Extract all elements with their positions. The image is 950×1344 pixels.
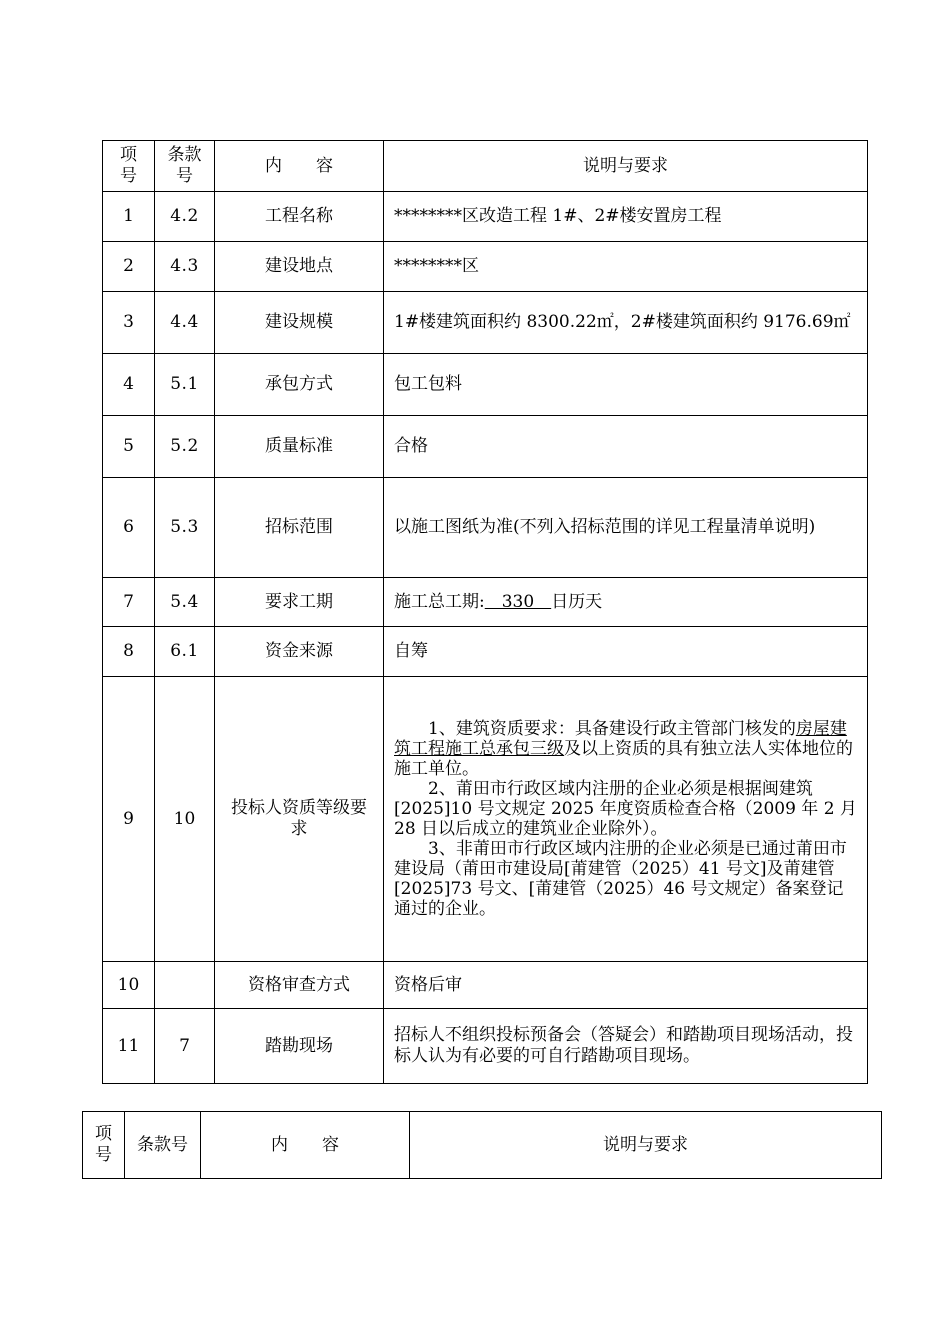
item-no: 9 xyxy=(103,677,155,962)
qualification-paragraph-1 xyxy=(394,719,859,779)
qualification-p1-tail: 及以上资质的具有独立法人实体地位的施工单位。 xyxy=(394,739,853,779)
qualification-paragraph-2: 2、莆田市行政区域内注册的企业必须是根据闽建筑[2025]10 号文规定 2025 年度资质检查合格（2009 年 2 月 28 日以后成立的建筑业企业除外）。 xyxy=(394,779,857,839)
item-description: ********区 xyxy=(384,242,868,292)
item-no: 2 xyxy=(103,242,155,292)
item-description: 1#楼建筑面积约 8300.22㎡，2#楼建筑面积约 9176.69㎡ xyxy=(384,292,868,354)
clause-no: 4.4 xyxy=(155,292,215,354)
qualification-p1-text: 1、建筑资质要求：具备建设行政主管部门核发的 xyxy=(428,719,796,739)
item-content: 资金来源 xyxy=(215,627,384,677)
qualification-p1-underlined: 房屋建筑工程施工总承包三级 xyxy=(394,719,847,759)
clause-no: 4.2 xyxy=(155,192,215,242)
item-description: ********区改造工程 1#、2#楼安置房工程 xyxy=(384,192,868,242)
table-row xyxy=(103,242,868,292)
item-content: 招标范围 xyxy=(215,478,384,578)
item-no: 1 xyxy=(103,192,155,242)
header-content: 内 容 xyxy=(201,1112,410,1179)
table-row xyxy=(103,962,868,1009)
item-content: 踏勘现场 xyxy=(215,1009,384,1084)
clause-no: 5.2 xyxy=(155,416,215,478)
clause-no: 5.3 xyxy=(155,478,215,578)
item-no: 8 xyxy=(103,627,155,677)
item-content: 质量标准 xyxy=(215,416,384,478)
item-content: 资格审查方式 xyxy=(215,962,384,1009)
header-item-no: 项 号 xyxy=(83,1112,125,1179)
duration-suffix: 日历天 xyxy=(551,591,603,612)
item-no: 3 xyxy=(103,292,155,354)
item-content: 要求工期 xyxy=(215,578,384,627)
clause-no xyxy=(155,962,215,1009)
clause-no: 6.1 xyxy=(155,627,215,677)
bid-data-table xyxy=(102,140,868,1084)
header-content: 内 容 xyxy=(215,141,384,192)
table-row xyxy=(103,1009,868,1084)
item-no: 4 xyxy=(103,354,155,416)
table-row xyxy=(103,292,868,354)
item-content: 投标人资质等级要求 xyxy=(215,677,384,962)
item-description: 包工包料 xyxy=(384,354,868,416)
header-description: 说明与要求 xyxy=(384,141,868,192)
header-clause-no: 条款 号 xyxy=(155,141,215,192)
item-no: 10 xyxy=(103,962,155,1009)
item-content: 工程名称 xyxy=(215,192,384,242)
table-row xyxy=(103,354,868,416)
item-description: 自筹 xyxy=(384,627,868,677)
table-row xyxy=(103,192,868,242)
item-description: 资格后审 xyxy=(384,962,868,1009)
table-row xyxy=(103,627,868,677)
duration-prefix: 施工总工期: xyxy=(394,591,485,612)
clause-no: 7 xyxy=(155,1009,215,1084)
item-no: 11 xyxy=(103,1009,155,1084)
table-row xyxy=(103,578,868,627)
clause-no: 5.4 xyxy=(155,578,215,627)
table-header-row xyxy=(103,141,868,192)
item-content: 承包方式 xyxy=(215,354,384,416)
item-no: 6 xyxy=(103,478,155,578)
bid-data-table-continued xyxy=(82,1111,882,1179)
item-description: 以施工图纸为准(不列入招标范围的详见工程量清单说明) xyxy=(384,478,868,578)
item-content: 建设规模 xyxy=(215,292,384,354)
item-description: 招标人不组织投标预备会（答疑会）和踏勘项目现场活动，投标人认为有必要的可自行踏勘项目现场。 xyxy=(384,1009,868,1084)
header-description: 说明与要求 xyxy=(410,1112,882,1179)
item-description: 合格 xyxy=(384,416,868,478)
header-item-no: 项 号 xyxy=(103,141,155,192)
item-description xyxy=(384,578,868,627)
item-content: 建设地点 xyxy=(215,242,384,292)
table-row xyxy=(103,677,868,962)
table-row xyxy=(103,478,868,578)
duration-value: 330 xyxy=(484,591,552,612)
item-no: 7 xyxy=(103,578,155,627)
clause-no: 10 xyxy=(155,677,215,962)
clause-no: 4.3 xyxy=(155,242,215,292)
item-no: 5 xyxy=(103,416,155,478)
clause-no: 5.1 xyxy=(155,354,215,416)
item-description xyxy=(384,677,868,962)
qualification-paragraph-3: 3、非莆田市行政区域内注册的企业必须是已通过莆田市建设局（莆田市建设局[莆建管（2025）41 号文]及莆建管[2025]73 号文、[莆建管（2025）46 号文规定）备案登记通过的企业。 xyxy=(394,839,847,919)
header-clause-no: 条款号 xyxy=(125,1112,201,1179)
table-row xyxy=(103,416,868,478)
table-header-row xyxy=(83,1112,882,1179)
